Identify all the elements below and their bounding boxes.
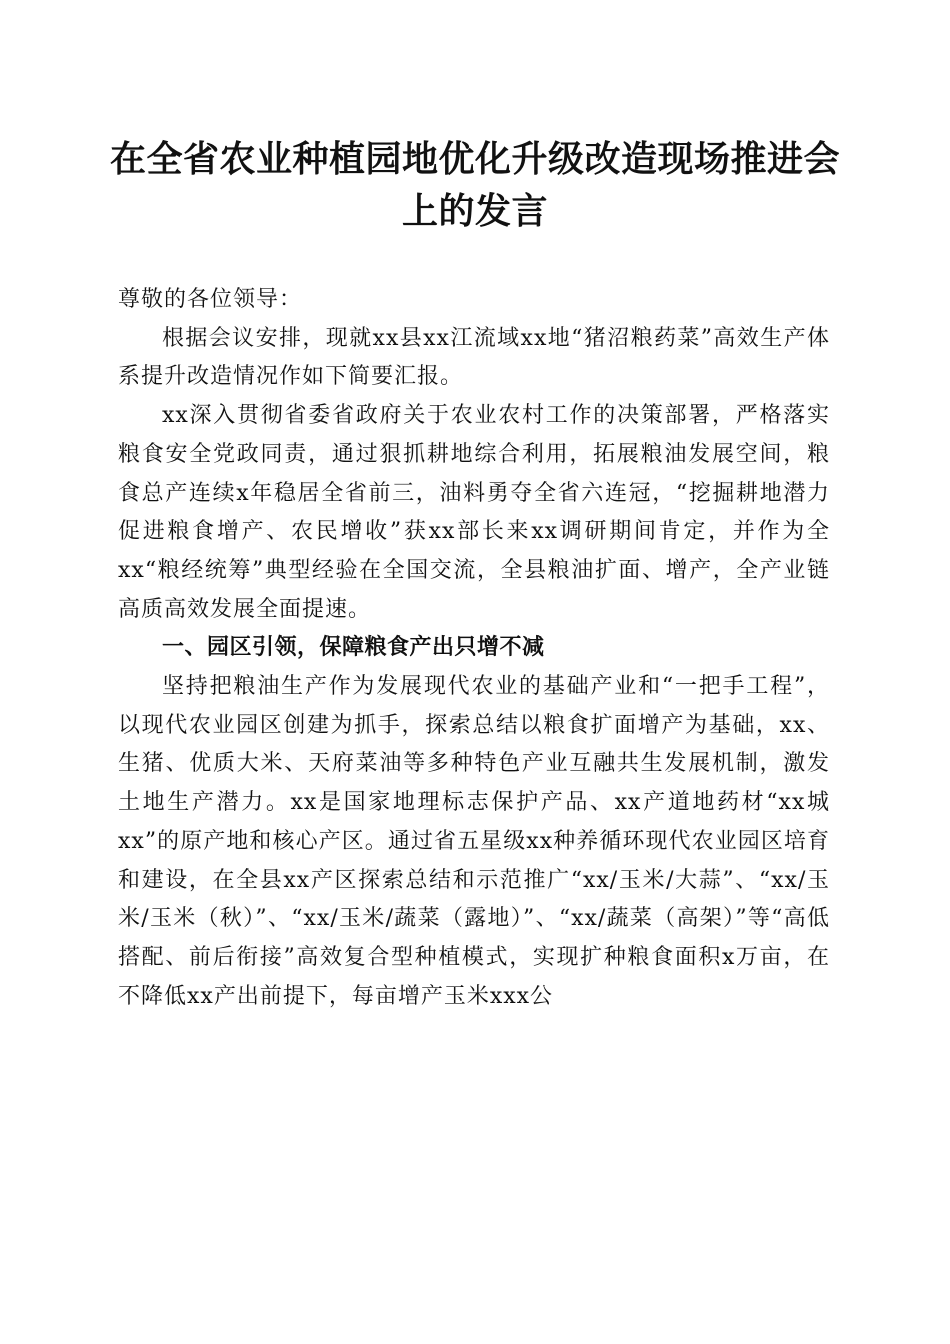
section-paragraph: 坚持把粮油生产作为发展现代农业的基础产业和“一把手工程”，以现代农业园区创建为抓手，探索总结以粮食扩面增产为基础，xx、生猪、优质大米、天府菜油等多种特色产业互融共生发展机制，激发土地生产潜力。xx是国家地理标志保护产品、xx产道地药材“xx城xx”的原产地和核心产区。通过省五星级xx种养循环现代农业园区培育和建设，在全县xx产区探索总结和示范推广“xx/玉米/大蒜”、“xx/玉米/玉米（秋）”、“xx/玉米/蔬菜（露地）”、“xx/蔬菜（高架）”等“高低搭配、前后衔接”高效复合型种植模式，实现扩种粮食面积x万亩，在不降低xx产出前提下，每亩增产玉米xxx公 [118,674,830,1009]
paragraph-overview: xx深入贯彻省委省政府关于农业农村工作的决策部署，严格落实粮食安全党政同责，通过狠抓耕地综合利用，拓展粮油发展空间，粮食总产连续x年稳居全省前三，油料勇夺全省六连冠，“挖掘耕地潜力促进粮食增产、农民增收”获xx部长来xx调研期间肯定，并作为全xx“粮经统筹”典型经验在全国交流，全县粮油扩面、增产，全产业链高质高效发展全面提速。 [118,403,830,622]
section-heading: 一、园区引领，保障粮食产出只增不减 [162,635,545,661]
document-body [118,281,830,1016]
document-title: 在全省农业种植园地优化升级改造现场推进会上的发言 [109,138,840,232]
paragraph-intro: 根据会议安排，现就xx县xx江流域xx地“猪沼粮药菜”高效生产体系提升改造情况作如下简要汇报。 [118,325,830,390]
salutation: 尊敬的各位领导： [118,287,303,312]
